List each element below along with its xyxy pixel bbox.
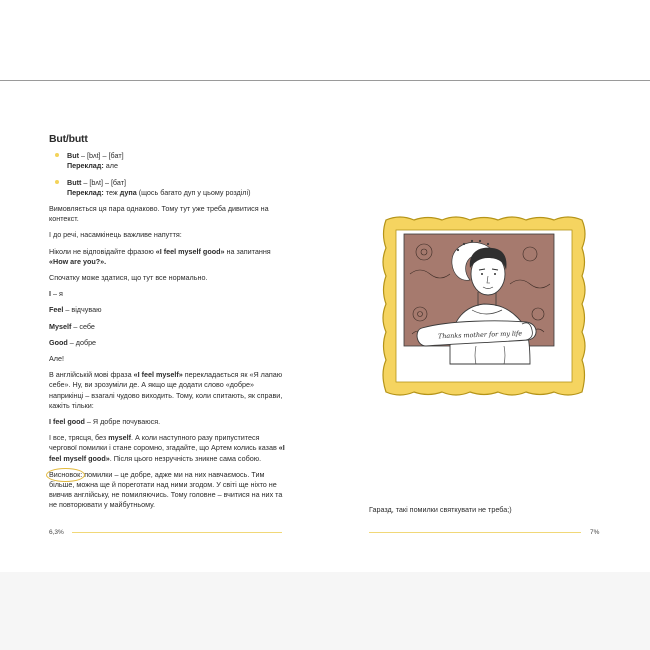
- paragraph-context: Вимовляється ця пара однаково. Тому тут уже треба дивитися на контекст.: [49, 204, 269, 224]
- word-line-i: I – я: [49, 289, 63, 299]
- section-heading: But/butt: [49, 133, 88, 145]
- paragraph-seems-normal: Спочатку може здатися, що тут все нормально.: [49, 273, 208, 283]
- translation-bold: дупа: [119, 187, 137, 197]
- word-line-good: Good – добре: [49, 337, 97, 347]
- bullet-item-butt: [49, 178, 287, 198]
- below-page-area: [0, 572, 650, 650]
- translation-rest: (щось багато дуп у цьому розділі): [136, 187, 251, 197]
- bullet-word: But: [67, 151, 79, 161]
- paragraph-no-myself: І все, трясця, без myself. А коли наступного разу припуститеся чергової помилки і стане соромно, згадайте, що Артем колись казав «I feel myself good». Після цього незручність зникне сама собою.: [49, 433, 285, 463]
- forearm-tattoo-text: Thanks mother for my life: [437, 329, 523, 341]
- translation-label: Переклад:: [67, 161, 104, 171]
- right-page-progress: 7%: [590, 529, 600, 536]
- book-spread: [0, 80, 650, 573]
- right-page-caption: Гаразд, такі помилки святкувати не треба;): [369, 505, 512, 514]
- bullet-transcription: – [bʌt] – [бат]: [81, 177, 127, 187]
- bullet-transcription: – [bʌt] – [бат]: [78, 151, 124, 161]
- paragraph-conclusion: Висновок: помилки – це добре, адже ми на них навчаємось. Тим більше, можна ще й пореготати над ними згодом. У світі ще ніхто не вивчив англійську, не помиляючись. Тому головне – вчитися на них та не повторювати у майбутньому.: [49, 470, 287, 511]
- left-page: [49, 134, 287, 517]
- paragraph-feel-good: I feel good – Я добре почуваюся.: [49, 417, 161, 427]
- hand-drawn-circle-icon: [46, 468, 85, 482]
- translation-value: але: [103, 161, 118, 171]
- bullet-dot-icon: [55, 153, 59, 157]
- left-footer-line: [72, 532, 282, 533]
- left-page-progress: 6,3%: [49, 529, 64, 536]
- translation-pre: теж: [103, 187, 120, 197]
- paragraph-never-answer: Ніколи не відповідайте фразою «I feel myself good» на запитання «How are you?».: [49, 246, 271, 266]
- illustration-framed-portrait: [380, 214, 588, 398]
- paragraph-translation-joke: В англійській мові фраза «I feel myself» перекладається як «Я лапаю себе». Ну, ви зрозуміли де. А якщо ще додати слово «добре» наприкінці – взагалі чудово виходить. Тому, коли спитають, як справи, кажіть тільки:: [49, 370, 283, 410]
- paragraph-but: Але!: [49, 354, 64, 364]
- conclusion-label-circled: Висновок:: [49, 470, 82, 480]
- word-line-feel: Feel – відчуваю: [49, 305, 102, 315]
- right-footer-line: [369, 532, 581, 533]
- bullet-dot-icon: [55, 180, 59, 184]
- bullet-word: Butt: [67, 177, 82, 187]
- word-line-myself: Myself – себе: [49, 321, 95, 331]
- paragraph-advice-intro: І до речі, насамкінець важливе напуття:: [49, 230, 182, 240]
- bullet-item-but: [49, 151, 287, 171]
- translation-label: Переклад:: [67, 187, 104, 197]
